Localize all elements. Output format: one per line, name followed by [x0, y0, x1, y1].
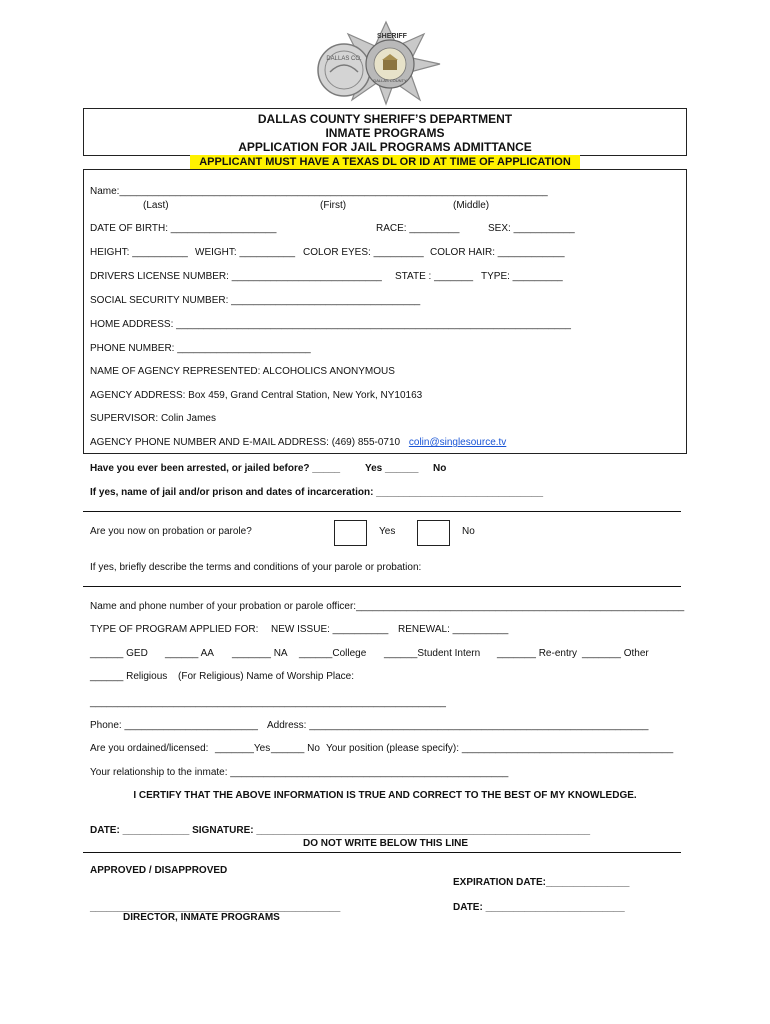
probation-yes-checkbox[interactable]: [334, 520, 367, 546]
arrested-yes[interactable]: Yes ______: [365, 463, 419, 474]
worship-address-field[interactable]: Address: _____________________________________________________________: [267, 720, 649, 731]
programs-title: INMATE PROGRAMS: [325, 126, 445, 140]
program-na[interactable]: _______ NA: [232, 648, 288, 659]
header-box: [83, 108, 687, 156]
dob-field[interactable]: DATE OF BIRTH: ___________________: [90, 223, 277, 234]
license-type-field[interactable]: TYPE: _________: [481, 271, 563, 282]
name-middle-caption: (Middle): [453, 200, 490, 211]
arrested-no[interactable]: No: [433, 463, 447, 474]
agency-address: AGENCY ADDRESS: Box 459, Grand Central Station, New York, NY10163: [90, 390, 423, 401]
name-first-caption: (First): [320, 200, 347, 211]
ordained-yes[interactable]: _______Yes: [215, 743, 271, 754]
program-aa[interactable]: ______ AA: [165, 648, 214, 659]
office-use-divider: [83, 852, 681, 853]
probation-terms-prompt: If yes, briefly describe the terms and conditions of your parole or probation:: [90, 562, 422, 573]
worship-place-label: (For Religious) Name of Worship Place:: [178, 671, 354, 682]
hair-color-field[interactable]: COLOR HAIR: ____________: [430, 247, 565, 258]
sheriff-badge-logo: [300, 20, 472, 106]
relationship-field[interactable]: Your relationship to the inmate: __________________________________________________: [90, 767, 509, 778]
agency-phone: [90, 437, 506, 448]
ordained-no[interactable]: ______ No: [271, 743, 320, 754]
agency-name: NAME OF AGENCY REPRESENTED: ALCOHOLICS ANONYMOUS: [90, 366, 395, 377]
jail-names-field[interactable]: If yes, name of jail and/or prison and dates of incarceration: ______________________________: [90, 487, 544, 498]
section-divider: [83, 511, 681, 512]
ordained-question: Are you ordained/licensed:: [90, 743, 209, 754]
supervisor: SUPERVISOR: Colin James: [90, 413, 216, 424]
do-not-write-notice: DO NOT WRITE BELOW THIS LINE: [303, 838, 468, 849]
phone-number-field[interactable]: PHONE NUMBER: ________________________: [90, 343, 311, 354]
program-student-intern[interactable]: ______Student Intern: [384, 648, 481, 659]
probation-no-label: No: [462, 526, 475, 537]
drivers-license-field[interactable]: DRIVERS LICENSE NUMBER: ___________________________: [90, 271, 382, 282]
eye-color-field[interactable]: COLOR EYES: _________: [303, 247, 424, 258]
program-type-label: TYPE OF PROGRAM APPLIED FOR:: [90, 624, 259, 635]
name-last-caption: (Last): [143, 200, 169, 211]
department-title: DALLAS COUNTY SHERIFF’S DEPARTMENT: [257, 112, 513, 126]
program-ged[interactable]: ______ GED: [90, 648, 148, 659]
program-reentry[interactable]: _______ Re-entry: [497, 648, 578, 659]
applicant-info-box: [83, 169, 687, 454]
weight-field[interactable]: WEIGHT: __________: [195, 247, 296, 258]
home-address-field[interactable]: HOME ADDRESS: _______________________________________________________________________: [90, 319, 571, 330]
ssn-field[interactable]: SOCIAL SECURITY NUMBER: __________________________________: [90, 295, 421, 306]
height-field[interactable]: HEIGHT: __________: [90, 247, 188, 258]
badge-top-text: SHERIFF: [377, 33, 407, 40]
race-field[interactable]: RACE: _________: [376, 223, 460, 234]
id-requirement-notice: APPLICANT MUST HAVE A TEXAS DL OR ID AT TIME OF APPLICATION: [190, 155, 580, 169]
officer-field[interactable]: Name and phone number of your probation or parole officer:___________________________________________________________: [90, 601, 685, 612]
section-divider: [83, 586, 681, 587]
probation-question: Are you now on probation or parole?: [90, 526, 252, 537]
date-signature-field[interactable]: DATE: ____________ SIGNATURE: ____________________________________________________________: [90, 825, 591, 836]
program-religious[interactable]: ______ Religious: [90, 671, 168, 682]
approval-status: APPROVED / DISAPPROVED: [90, 865, 228, 876]
worship-phone-field[interactable]: Phone: ________________________: [90, 720, 258, 731]
new-issue-field[interactable]: NEW ISSUE: __________: [271, 624, 389, 635]
sex-field[interactable]: SEX: ___________: [488, 223, 575, 234]
program-other[interactable]: _______ Other: [582, 648, 649, 659]
director-signature-line: _____________________________________________: [90, 902, 341, 913]
license-state-field[interactable]: STATE : _______: [395, 271, 474, 282]
certification-statement: I CERTIFY THAT THE ABOVE INFORMATION IS TRUE AND CORRECT TO THE BEST OF MY KNOWLEDGE.: [133, 790, 637, 801]
probation-yes-label: Yes: [379, 526, 396, 537]
arrested-question[interactable]: Have you ever been arrested, or jailed before? _____: [90, 463, 341, 474]
renewal-field[interactable]: RENEWAL: __________: [398, 624, 509, 635]
agency-email-link[interactable]: colin@singlesource.tv: [408, 437, 507, 448]
agency-phone-label: AGENCY PHONE NUMBER AND E-MAIL ADDRESS: (469) 855-0710: [90, 437, 401, 448]
badge-center-text: DALLAS COUNTY: [373, 78, 407, 83]
position-field[interactable]: Your position (please specify): ______________________________________: [326, 743, 674, 754]
name-field[interactable]: Name:_____________________________________________________________________________: [90, 186, 548, 197]
expiration-date-field: EXPIRATION DATE:_______________: [453, 877, 630, 888]
worship-place-line[interactable]: ________________________________________________________________: [90, 697, 446, 708]
badge-left-text: DALLAS CO.: [326, 56, 362, 62]
program-college[interactable]: ______College: [299, 648, 367, 659]
application-title: APPLICATION FOR JAIL PROGRAMS ADMITTANCE: [238, 140, 532, 154]
director-caption: DIRECTOR, INMATE PROGRAMS: [123, 912, 280, 923]
probation-no-checkbox[interactable]: [417, 520, 450, 546]
office-date-field: DATE: _________________________: [453, 902, 625, 913]
